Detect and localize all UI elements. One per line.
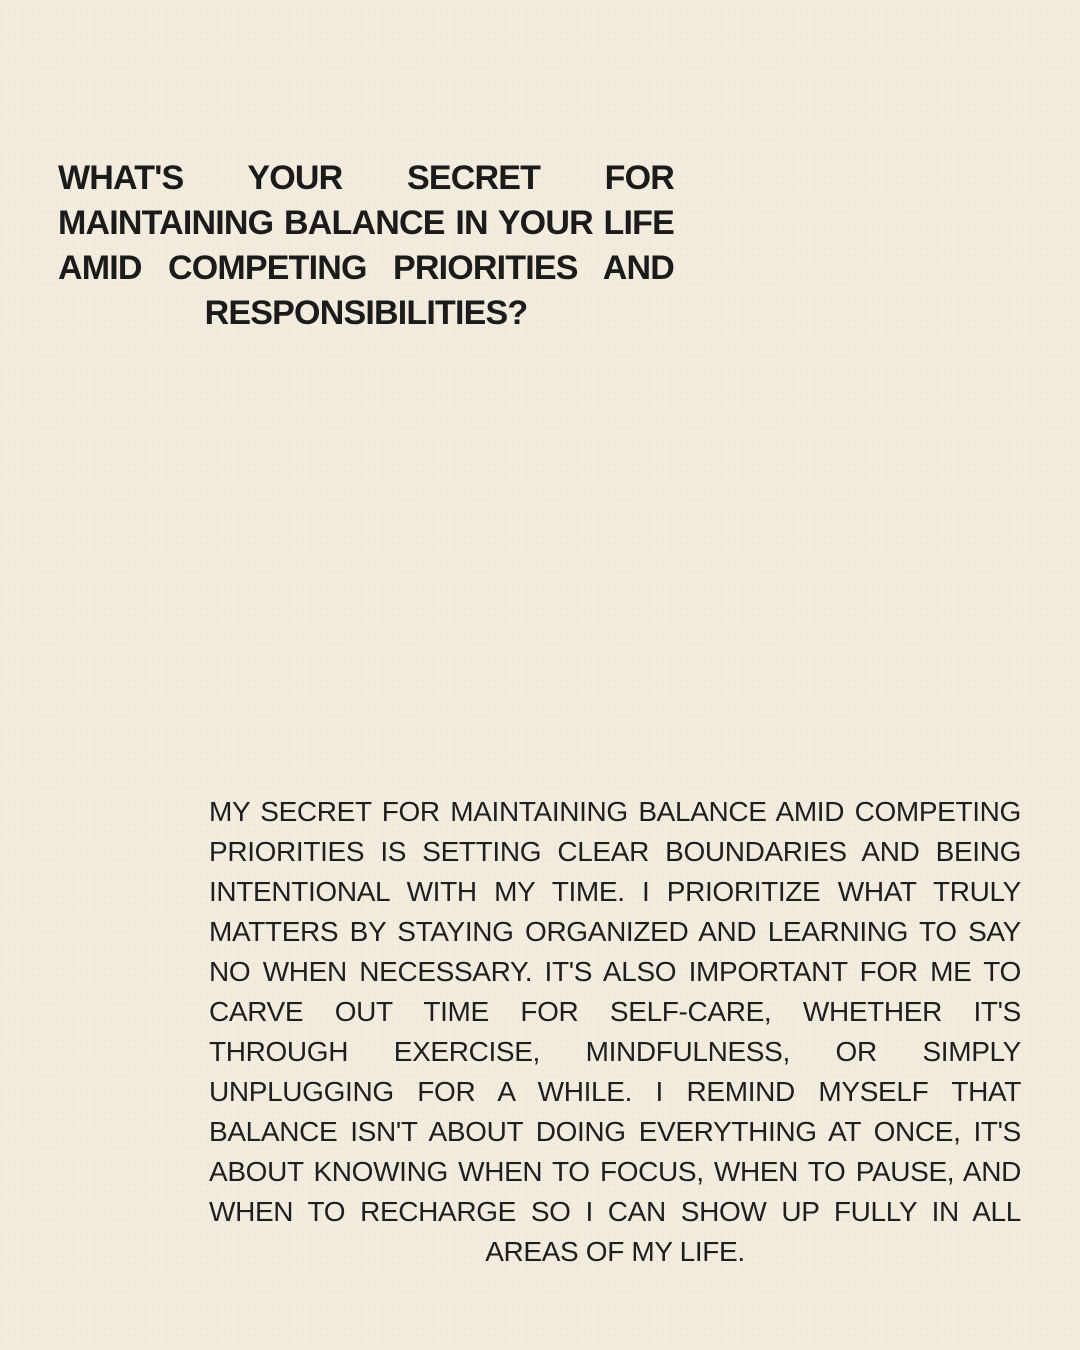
question-heading: WHAT'S YOUR SECRET FOR MAINTAINING BALANCE IN YOUR LIFE AMID COMPETING PRIORITIES AND RESPONSIBILITIES?	[58, 159, 674, 332]
answer-text: MY SECRET FOR MAINTAINING BALANCE AMID COMPETING PRIORITIES IS SETTING CLEAR BOUNDARIES AND BEING INTENTIONAL WITH MY TIME. I PRIORITIZE WHAT TRULY MATTERS BY STAYING ORGANIZED AND LEARNING TO SAY NO WHEN NECESSARY. IT'S ALSO IMPORTANT FOR ME TO CARVE OUT TIME FOR SELF-CARE, WHETHER IT'S THROUGH EXERCISE, MINDFULNESS, OR SIMPLY UNPLUGGING FOR A WHILE. I REMIND MYSELF THAT BALANCE ISN'T ABOUT DOING EVERYTHING AT ONCE, IT'S ABOUT KNOWING WHEN TO FOCUS, WHEN TO PAUSE, AND WHEN TO RECHARGE SO I CAN SHOW UP FULLY IN ALL AREAS OF MY LIFE.	[209, 796, 1021, 1267]
